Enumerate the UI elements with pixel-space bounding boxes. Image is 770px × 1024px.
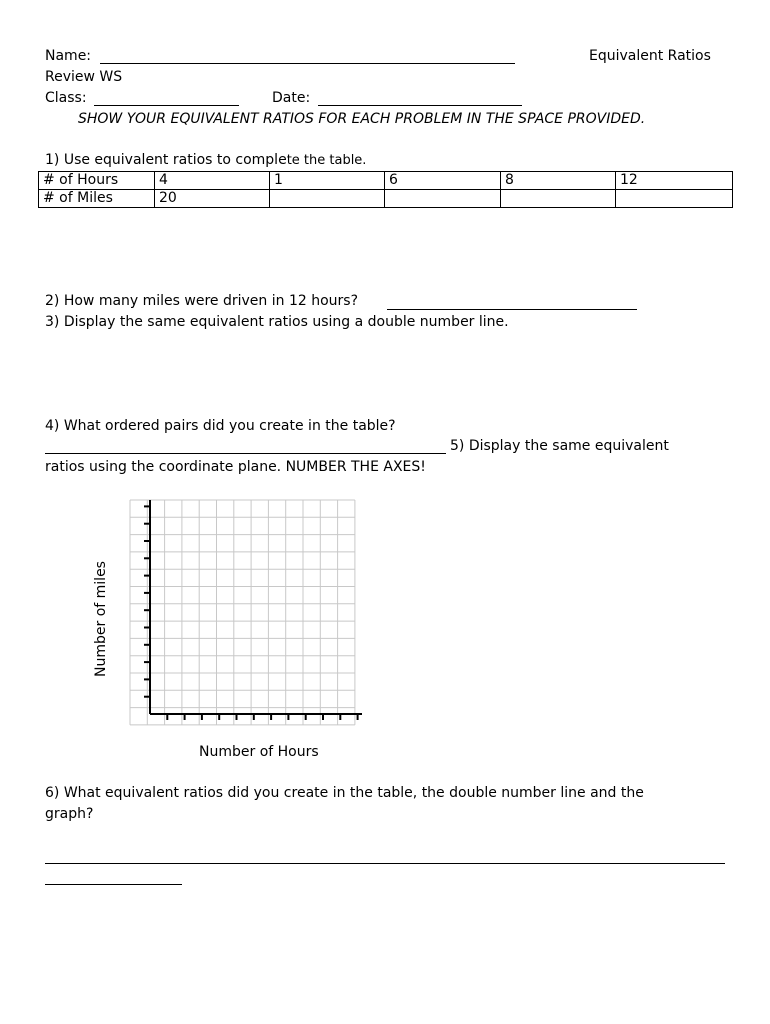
table-cell-blank[interactable] [385, 190, 501, 208]
q1-prompt: 1) Use equivalent ratios to complete the table. [45, 152, 367, 168]
table-cell-blank[interactable] [616, 190, 733, 208]
name-blank[interactable] [100, 63, 515, 64]
q6-answer-line-continued[interactable] [45, 884, 182, 885]
table-cell: 12 [616, 172, 733, 190]
q3-prompt: 3) Display the same equivalent ratios using a double number line. [45, 314, 509, 330]
row-label-miles: # of Miles [39, 190, 155, 208]
class-label: Class: [45, 90, 87, 106]
q5-prompt: 5) Display the same equivalent [450, 438, 669, 454]
name-label: Name: [45, 48, 92, 64]
table-cell-blank[interactable] [270, 190, 385, 208]
q2-prompt: 2) How many miles were driven in 12 hours? [45, 293, 359, 309]
table-cell: 20 [155, 190, 270, 208]
coordinate-grid[interactable] [120, 492, 370, 742]
table-row-miles [39, 190, 733, 208]
table-row-hours [39, 172, 733, 190]
q4-answer-blank[interactable] [45, 453, 446, 454]
table-cell: 6 [385, 172, 501, 190]
table-cell: 8 [501, 172, 616, 190]
q6-prompt-continued: graph? [45, 806, 94, 822]
class-blank[interactable] [94, 105, 239, 106]
q2-answer-blank[interactable] [387, 309, 637, 310]
table-cell-blank[interactable] [501, 190, 616, 208]
table-cell: 4 [155, 172, 270, 190]
instructions: SHOW YOUR EQUIVALENT RATIOS FOR EACH PROBLEM IN THE SPACE PROVIDED. [78, 111, 646, 127]
date-blank[interactable] [318, 105, 522, 106]
q5-prompt-continued: ratios using the coordinate plane. NUMBER THE AXES! [45, 459, 426, 475]
x-axis-label: Number of Hours [199, 744, 319, 760]
q6-answer-line[interactable] [45, 863, 725, 864]
row-label-hours: # of Hours [39, 172, 155, 190]
y-axis-label: Number of miles [93, 561, 109, 677]
worksheet-title: Equivalent Ratios [589, 48, 711, 64]
q4-prompt: 4) What ordered pairs did you create in the table? [45, 418, 396, 434]
q6-prompt: 6) What equivalent ratios did you create in the table, the double number line and the [45, 785, 644, 801]
table-cell: 1 [270, 172, 385, 190]
worksheet-title-continued: Review WS [45, 69, 123, 85]
ratio-table [38, 171, 733, 208]
date-label: Date: [272, 90, 311, 106]
